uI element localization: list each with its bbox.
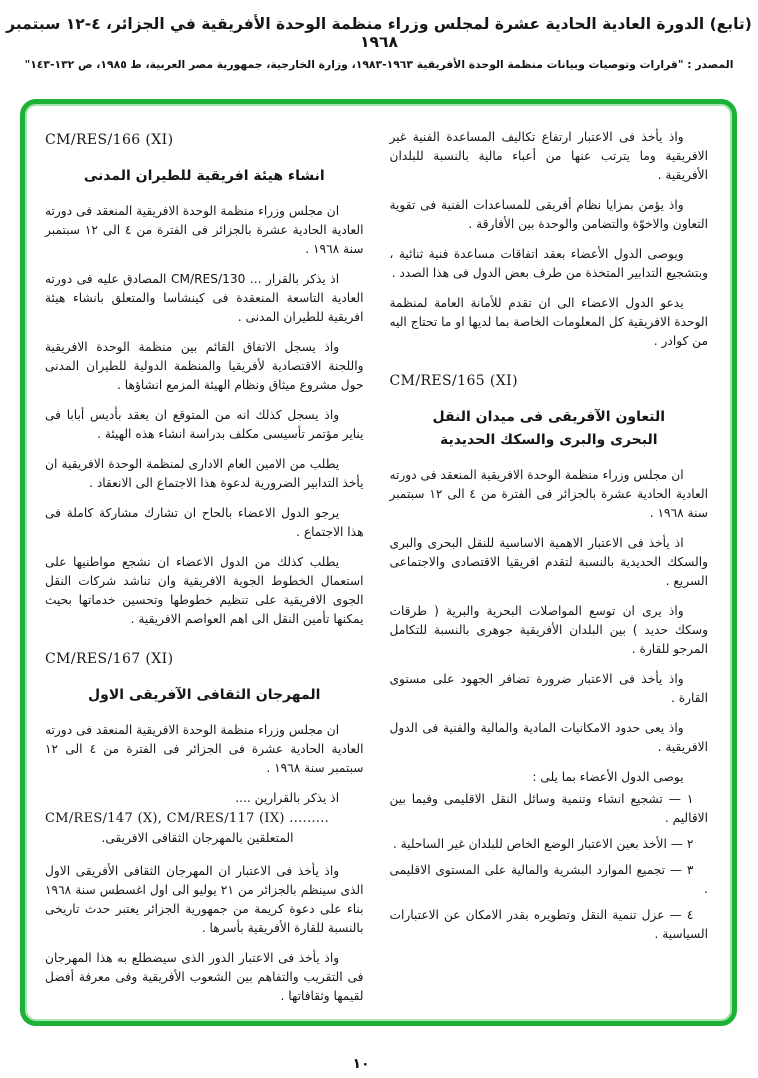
- paragraph: واذ يؤمن بمزايا نظام أفريقى للمساعدات الفنية فى تقوية التعاون والاخوّة والتضامن والوحدة بين الأفارقة .: [389, 198, 708, 231]
- paragraph: واذ يسجل الاتفاق القائم بين منظمة الوحدة الافريقية واللجنة الاقتصادية لأفريقيا والمنظمة الدولية للطيران المدنى حول مشروع ميثاق ونظام الهيئة المزمع انشاؤها .: [45, 340, 364, 392]
- continuation-line: المتعلقين بالمهرجان الثقافى الافريقى.: [101, 831, 294, 845]
- paragraph: ان مجلس وزراء منظمة الوحدة الافريقية المنعقد فى دورته العادية الحادية عشرة بالجزائر فى الفترة من ٤ الى ١٢ سبتمبر سنة ١٩٦٨ .: [389, 468, 708, 520]
- paragraph: اذ يذكر بالقرار ... CM/RES/130 المصادق عليه فى دورته العادية التاسعة المنعقدة فى كينشاسا والمتعلق بانشاء هيئة افريقية للطيران المدنى .: [45, 272, 364, 324]
- list-item: ٤ — عزل تنمية النقل وتطويره بقدر الامكان عن الاعتبارات السياسية .: [389, 908, 708, 941]
- list-item: ١ — تشجيع انشاء وتنمية وسائل النقل الاقليمى وفيما بين الاقاليم .: [389, 792, 708, 825]
- paragraph: ان مجلس وزراء منظمة الوحدة الافريقية المنعقد فى دورته العادية الحادية عشرة فى الجزائر فى الفترة من ٤ الى ١٢ سبتمبر سنة ١٩٦٨ .: [45, 723, 364, 775]
- column-left: [45, 128, 364, 1009]
- two-column-layout: [45, 128, 708, 1009]
- resolution-references: CM/RES/147 (X), CM/RES/117 (IX) .........: [45, 811, 330, 826]
- section-heading: انشاء هيئة افريقية للطيران المدنى: [83, 168, 325, 184]
- paragraph: يوصى الدول الأعضاء بما يلى :: [532, 770, 684, 784]
- paragraph: يطلب من الامين العام الادارى لمنظمة الوحدة الافريقية ان يأخذ التدابير الضرورية لدعوة هذا الاجتماع الى الانعقاد .: [45, 457, 364, 490]
- paragraph: اذ يذكر بالقرارين ....: [235, 791, 340, 805]
- paragraph: واذ يأخذ فى الاعتبار ضرورة تضافر الجهود على مستوى القارة .: [389, 672, 708, 705]
- paragraph: واذ يعى حدود الامكانيات المادية والمالية والفنية فى الدول الافريقية .: [389, 721, 708, 754]
- list-item: ٣ — تجميع الموارد البشرية والمالية على المستوى الاقليمى .: [389, 863, 708, 896]
- header-source: المصدر : "قرارات وتوصيات وبيانات منظمة الوحدة الأفريقية ١٩٦٣-١٩٨٣، وزارة الخارجية، جمهورية مصر العربية، ط ١٩٨٥، ص ١٣٢-١٤٣": [24, 58, 734, 71]
- list-item: ٢ — الأخذ بعين الاعتبار الوضع الخاص للبلدان غير الساحلية .: [392, 837, 694, 851]
- resolution-code: CM/RES/165 (XI): [389, 373, 518, 389]
- paragraph: واذ يأخذ فى الاعتبار ان المهرجان الثقافى الأفريقى الاول الذى سينظم بالجزائر من ٢١ يوليو الى اول اغسطس سنة ١٩٦٨ بناء على دعوة كريمة من جمهورية الجزائر يعتبر حدث تاريخى بالنسبة للقارة الأفريقية بأسرها .: [45, 864, 364, 935]
- paragraph: ويوصى الدول الأعضاء بعقد اتفاقات مساعدة فنية ثنائية ، وبتشجيع التدابير المتخذة من طرف بعض الدول فى هذا الصدد .: [389, 247, 708, 280]
- paragraph: واذ يأخذ فى الاعتبار ارتفاع تكاليف المساعدة الفنية غير الافريقية وما يترتب عنها من أعباء مالية بالنسبة للبلدان الأفريقية .: [389, 130, 708, 182]
- section-heading: التعاون الآفريقى فى ميدان النقل: [432, 409, 666, 425]
- paragraph: يدعو الدول الاعضاء الى ان تقدم للأمانة العامة لمنظمة الوحدة الافريقية كل المعلومات الخاصة بما لديها او ما تحتاج اليه من كوادر .: [389, 296, 708, 348]
- column-right: [390, 128, 709, 1009]
- paragraph: واذ يرى ان توسع المواصلات البحرية والبرية ( طرقات وسكك حديد ) بين البلدان الأفريقية جوهرى بالنسبة للتكامل المرجو للقارة .: [389, 604, 708, 656]
- paragraph: واذ يسجل كذلك انه من المتوقع ان يعقد بأديس أبابا فى يناير مؤتمر تأسيسى مكلف بدراسة انشاء هذه الهيئة .: [45, 408, 364, 441]
- header-title: (تابع) الدورة العادية الحادية عشرة لمجلس وزراء منظمة الوحدة الأفريقية في الجزائر، ٤-١٢ سبتمبر ١٩٦٨: [6, 15, 752, 51]
- paragraph: يطلب كذلك من الدول الاعضاء ان تشجع مواطنيها على استعمال الخطوط الجوية الافريقية وان تناشد شركات النقل الجوى الافريقية على تنظيم خطوطها وتحسين خدماتها بحيث يمكنها تأمين النقل الى اهم العواصم الافريقية .: [45, 555, 364, 626]
- paragraph: يرجو الدول الاعضاء بالحاح ان تشارك مشاركة كاملة فى هذا الاجتماع .: [45, 506, 364, 539]
- section-heading: المهرجان الثقافى الآفريقى الاول: [88, 687, 321, 703]
- page-number: ١٠: [352, 1056, 370, 1072]
- resolution-code: CM/RES/167 (XI): [45, 651, 174, 667]
- paragraph: اذ يأخذ فى الاعتبار الاهمية الاساسية للنقل البحرى والبرى والسكك الحديدية بالنسبة لتقدم افريقيا الاقتصادى والاجتماعى السريع .: [389, 536, 708, 588]
- resolution-code: CM/RES/166 (XI): [45, 132, 174, 148]
- section-heading: البحرى والبرى والسكك الحديدية: [439, 432, 658, 448]
- paragraph: ان مجلس وزراء منظمة الوحدة الافريقية المنعقد فى دورته العادية الحادية عشرة بالجزائر فى الفترة من ٤ الى ١٢ سبتمبر سنة ١٩٦٨ .: [45, 204, 364, 256]
- paragraph: واذ يأخذ فى الاعتبار الدور الذى سيضطلع به هذا المهرجان فى التقريب والتفاهم بين الشعوب الأفريقية وفى معرفة أفضل لقيمها وثقافاتها .: [45, 951, 364, 1003]
- page-header: [0, 0, 758, 71]
- green-frame: [20, 99, 737, 1026]
